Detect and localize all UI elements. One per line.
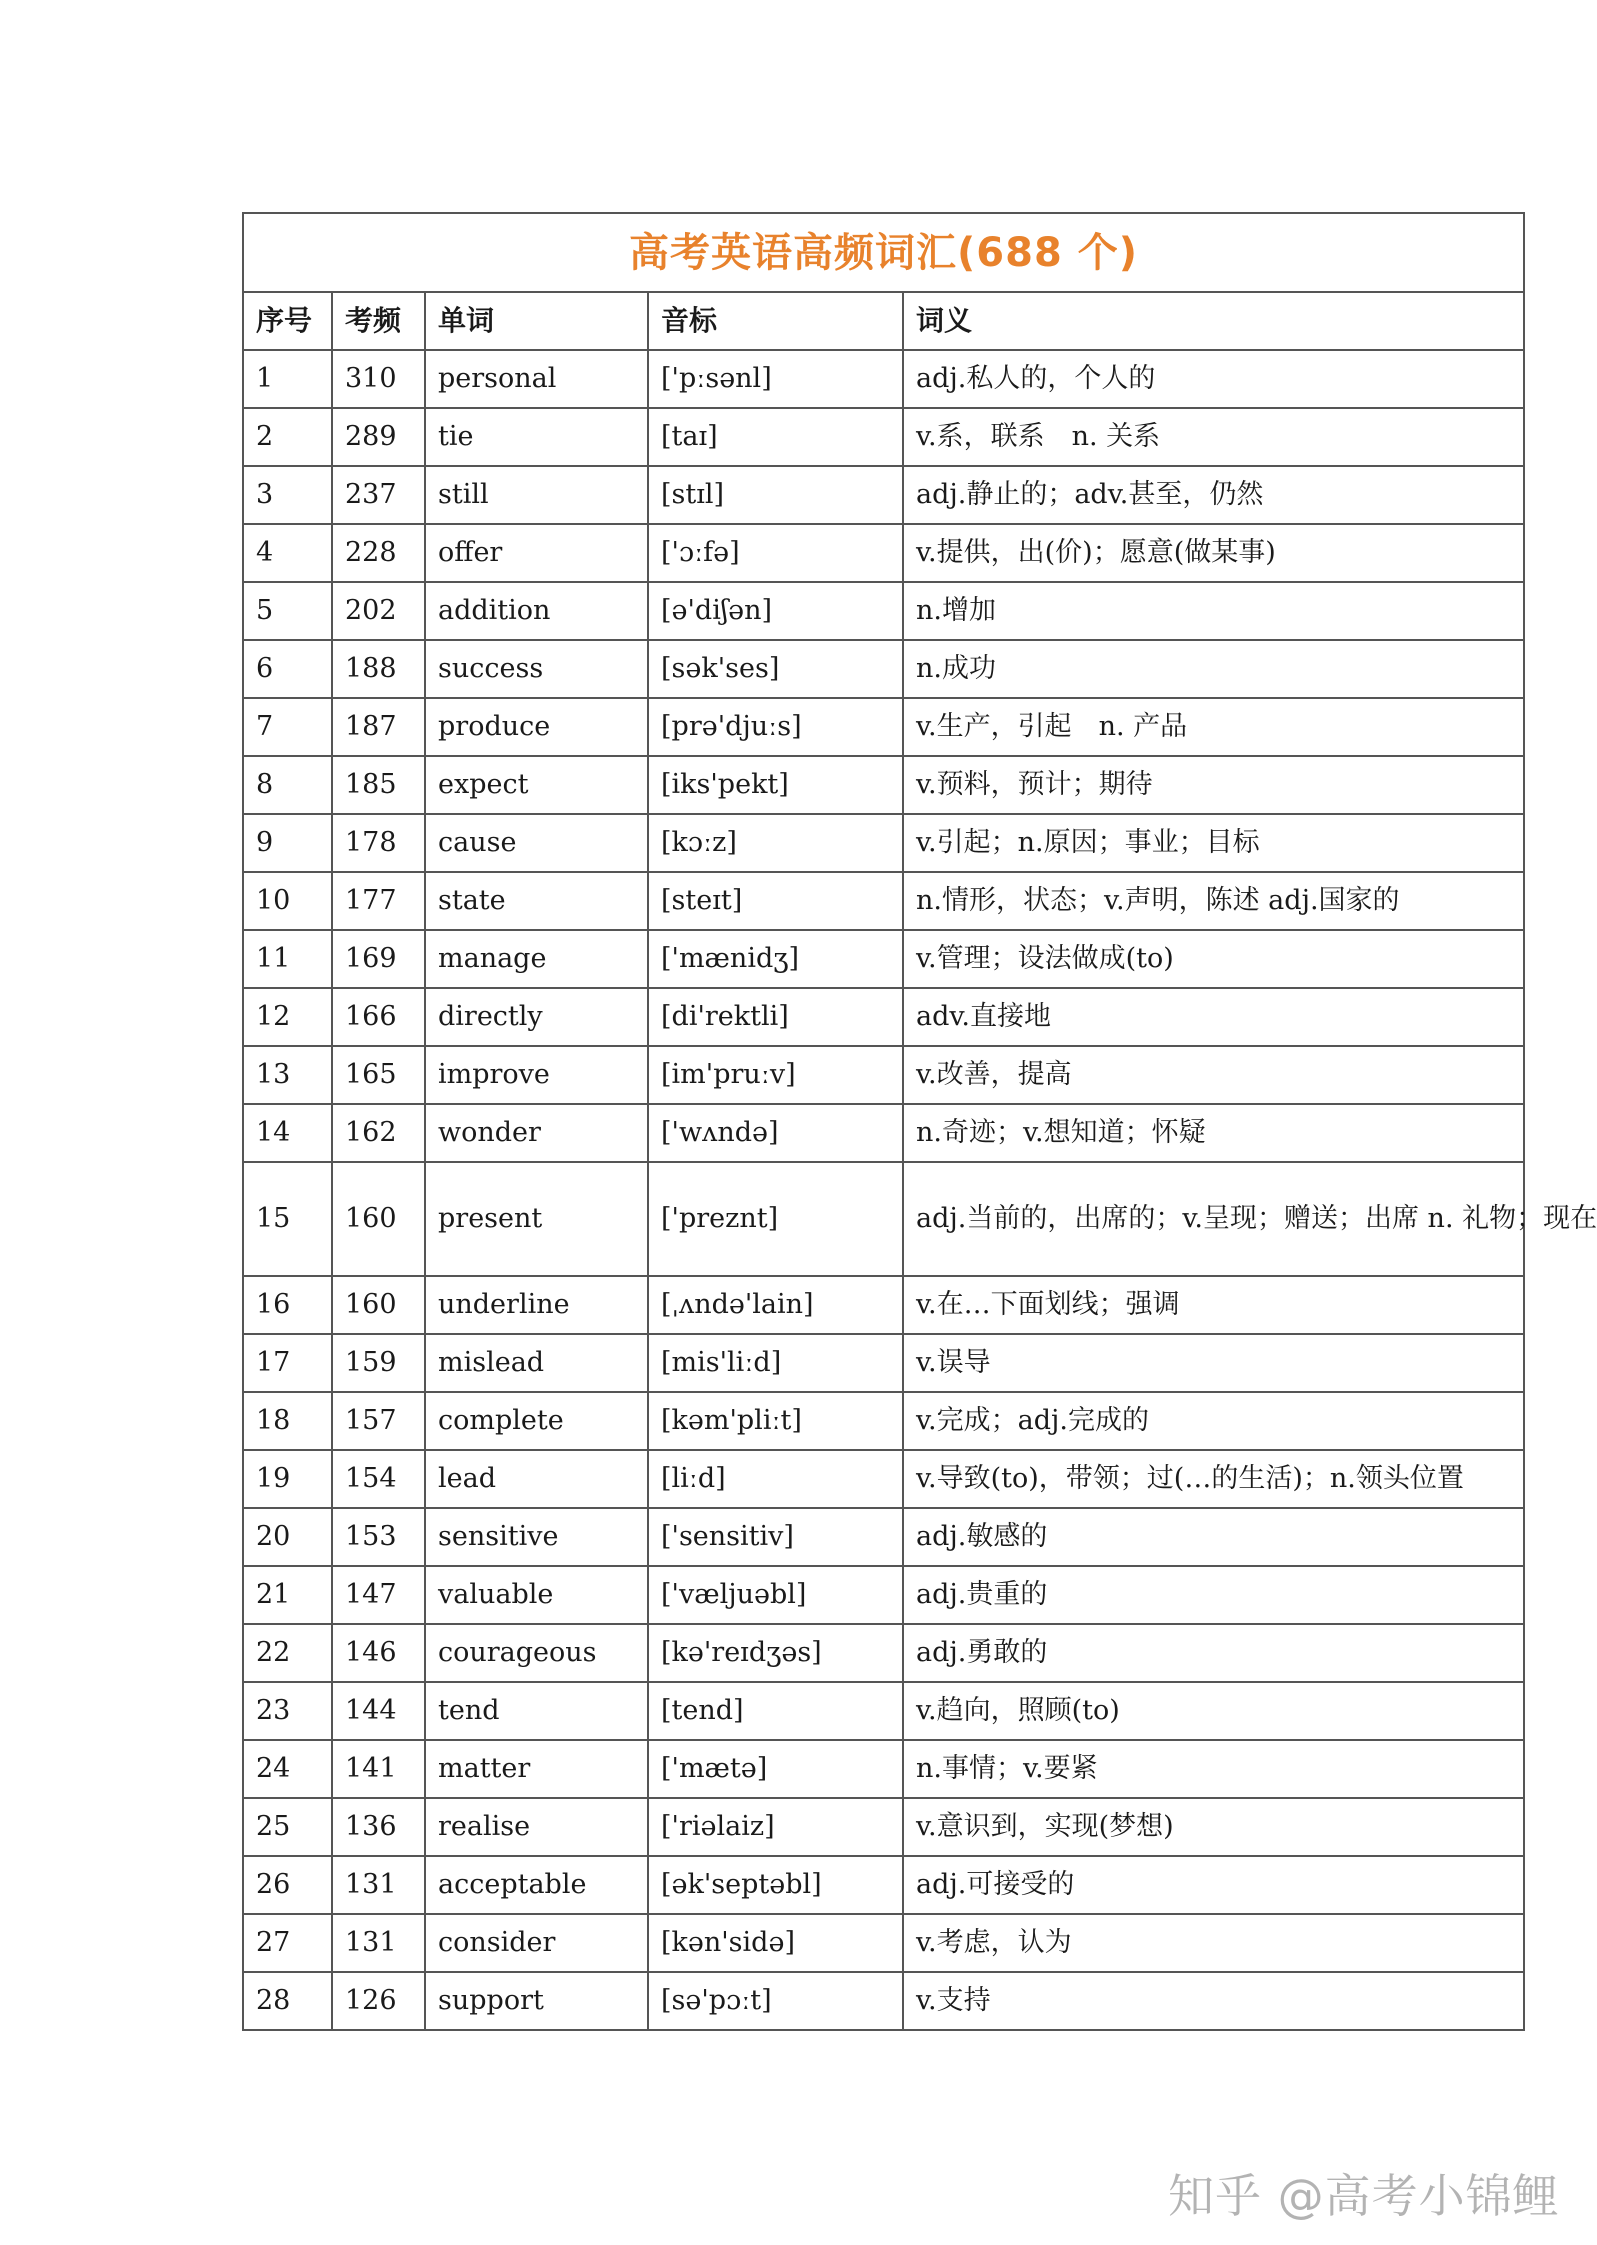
cell-phonetic: ['preznt] xyxy=(648,1162,903,1276)
table-row xyxy=(243,1334,1524,1392)
cell-word: still xyxy=(425,466,648,524)
table-row xyxy=(243,466,1524,524)
cell-definition: v.生产，引起 n. 产品 xyxy=(903,698,1524,756)
cell-definition: v.支持 xyxy=(903,1972,1524,2030)
cell-no: 5 xyxy=(243,582,332,640)
header-word: 单词 xyxy=(425,292,648,350)
cell-word: lead xyxy=(425,1450,648,1508)
cell-no: 10 xyxy=(243,872,332,930)
cell-word: produce xyxy=(425,698,648,756)
header-phonetic: 音标 xyxy=(648,292,903,350)
cell-frequency: 131 xyxy=(332,1856,425,1914)
cell-word: sensitive xyxy=(425,1508,648,1566)
header-definition: 词义 xyxy=(903,292,1524,350)
cell-no: 11 xyxy=(243,930,332,988)
cell-phonetic: [tend] xyxy=(648,1682,903,1740)
cell-frequency: 188 xyxy=(332,640,425,698)
table-row xyxy=(243,582,1524,640)
cell-no: 22 xyxy=(243,1624,332,1682)
cell-definition: v.预料，预计；期待 xyxy=(903,756,1524,814)
cell-word: state xyxy=(425,872,648,930)
cell-definition: v.引起；n.原因；事业；目标 xyxy=(903,814,1524,872)
cell-phonetic: ['wʌndə] xyxy=(648,1104,903,1162)
cell-word: cause xyxy=(425,814,648,872)
cell-word: tend xyxy=(425,1682,648,1740)
cell-word: courageous xyxy=(425,1624,648,1682)
cell-phonetic: [ə'diʃən] xyxy=(648,582,903,640)
cell-phonetic: [ək'septəbl] xyxy=(648,1856,903,1914)
cell-no: 20 xyxy=(243,1508,332,1566)
table-row xyxy=(243,1914,1524,1972)
vocabulary-table xyxy=(242,212,1597,2031)
cell-phonetic: [sə'pɔːt] xyxy=(648,1972,903,2030)
cell-phonetic: [mis'liːd] xyxy=(648,1334,903,1392)
table-row xyxy=(243,1046,1524,1104)
cell-definition: n.成功 xyxy=(903,640,1524,698)
cell-word: complete xyxy=(425,1392,648,1450)
table-row xyxy=(243,698,1524,756)
cell-phonetic: [stɪl] xyxy=(648,466,903,524)
cell-phonetic: [steɪt] xyxy=(648,872,903,930)
cell-phonetic: [kɔːz] xyxy=(648,814,903,872)
cell-no: 15 xyxy=(243,1162,332,1276)
cell-frequency: 154 xyxy=(332,1450,425,1508)
table-row xyxy=(243,1740,1524,1798)
cell-no: 23 xyxy=(243,1682,332,1740)
cell-no: 3 xyxy=(243,466,332,524)
cell-phonetic: [liːd] xyxy=(648,1450,903,1508)
cell-frequency: 178 xyxy=(332,814,425,872)
cell-word: expect xyxy=(425,756,648,814)
cell-phonetic: [kəm'pliːt] xyxy=(648,1392,903,1450)
cell-no: 4 xyxy=(243,524,332,582)
cell-phonetic: ['mætə] xyxy=(648,1740,903,1798)
cell-frequency: 228 xyxy=(332,524,425,582)
cell-definition: v.提供，出(价)；愿意(做某事) xyxy=(903,524,1524,582)
cell-word: directly xyxy=(425,988,648,1046)
table-row xyxy=(243,1682,1524,1740)
cell-no: 9 xyxy=(243,814,332,872)
cell-phonetic: [di'rektli] xyxy=(648,988,903,1046)
cell-frequency: 162 xyxy=(332,1104,425,1162)
cell-definition: n.事情；v.要紧 xyxy=(903,1740,1524,1798)
table-row xyxy=(243,814,1524,872)
cell-definition: v.系，联系 n. 关系 xyxy=(903,408,1524,466)
cell-word: valuable xyxy=(425,1566,648,1624)
cell-no: 19 xyxy=(243,1450,332,1508)
cell-definition: adj.敏感的 xyxy=(903,1508,1524,1566)
cell-phonetic: ['væljuəbl] xyxy=(648,1566,903,1624)
cell-frequency: 126 xyxy=(332,1972,425,2030)
cell-no: 26 xyxy=(243,1856,332,1914)
cell-definition: v.意识到，实现(梦想) xyxy=(903,1798,1524,1856)
table-row xyxy=(243,1162,1524,1276)
cell-word: underline xyxy=(425,1276,648,1334)
table-body xyxy=(243,350,1597,2030)
cell-word: tie xyxy=(425,408,648,466)
cell-word: offer xyxy=(425,524,648,582)
cell-frequency: 144 xyxy=(332,1682,425,1740)
table-row xyxy=(243,1450,1524,1508)
cell-word: addition xyxy=(425,582,648,640)
table-row xyxy=(243,1508,1524,1566)
cell-frequency: 289 xyxy=(332,408,425,466)
cell-phonetic: ['sensitiv] xyxy=(648,1508,903,1566)
watermark: 知乎 @高考小锦鲤 xyxy=(1168,2169,1560,2223)
table-row xyxy=(243,1856,1524,1914)
header-frequency: 考频 xyxy=(332,292,425,350)
cell-frequency: 166 xyxy=(332,988,425,1046)
cell-frequency: 185 xyxy=(332,756,425,814)
cell-no: 12 xyxy=(243,988,332,1046)
cell-word: wonder xyxy=(425,1104,648,1162)
cell-definition: adj.静止的；adv.甚至，仍然 xyxy=(903,466,1524,524)
cell-no: 16 xyxy=(243,1276,332,1334)
cell-frequency: 147 xyxy=(332,1566,425,1624)
cell-frequency: 153 xyxy=(332,1508,425,1566)
cell-word: success xyxy=(425,640,648,698)
cell-no: 2 xyxy=(243,408,332,466)
cell-phonetic: [prə'djuːs] xyxy=(648,698,903,756)
table-title: 高考英语高频词汇(688 个) xyxy=(243,213,1524,292)
cell-no: 24 xyxy=(243,1740,332,1798)
cell-frequency: 169 xyxy=(332,930,425,988)
cell-word: mislead xyxy=(425,1334,648,1392)
cell-no: 8 xyxy=(243,756,332,814)
cell-frequency: 202 xyxy=(332,582,425,640)
table-row xyxy=(243,756,1524,814)
cell-phonetic: [kən'sidə] xyxy=(648,1914,903,1972)
cell-frequency: 187 xyxy=(332,698,425,756)
cell-frequency: 131 xyxy=(332,1914,425,1972)
cell-definition: adv.直接地 xyxy=(903,988,1524,1046)
cell-definition: v.在…下面划线；强调 xyxy=(903,1276,1524,1334)
cell-frequency: 157 xyxy=(332,1392,425,1450)
cell-definition: v.完成；adj.完成的 xyxy=(903,1392,1524,1450)
cell-word: realise xyxy=(425,1798,648,1856)
cell-frequency: 141 xyxy=(332,1740,425,1798)
cell-frequency: 165 xyxy=(332,1046,425,1104)
cell-definition: adj.当前的，出席的；v.呈现；赠送；出席 n. 礼物；现在 xyxy=(903,1162,1524,1276)
cell-phonetic: ['mænidʒ] xyxy=(648,930,903,988)
cell-definition: v.改善，提高 xyxy=(903,1046,1524,1104)
cell-no: 27 xyxy=(243,1914,332,1972)
cell-word: personal xyxy=(425,350,648,408)
cell-word: manage xyxy=(425,930,648,988)
cell-frequency: 146 xyxy=(332,1624,425,1682)
table-row xyxy=(243,1798,1524,1856)
cell-frequency: 136 xyxy=(332,1798,425,1856)
table-row xyxy=(243,1972,1524,2030)
cell-no: 17 xyxy=(243,1334,332,1392)
cell-word: support xyxy=(425,1972,648,2030)
cell-no: 7 xyxy=(243,698,332,756)
header-row xyxy=(243,292,1524,350)
table-row xyxy=(243,1566,1524,1624)
cell-word: matter xyxy=(425,1740,648,1798)
cell-no: 1 xyxy=(243,350,332,408)
cell-definition: adj.私人的，个人的 xyxy=(903,350,1524,408)
table-row xyxy=(243,930,1524,988)
header-no: 序号 xyxy=(243,292,332,350)
cell-phonetic: [taɪ] xyxy=(648,408,903,466)
cell-no: 18 xyxy=(243,1392,332,1450)
cell-no: 6 xyxy=(243,640,332,698)
cell-frequency: 310 xyxy=(332,350,425,408)
cell-no: 14 xyxy=(243,1104,332,1162)
cell-phonetic: [ˌʌndə'lain] xyxy=(648,1276,903,1334)
cell-phonetic: [im'pruːv] xyxy=(648,1046,903,1104)
cell-frequency: 177 xyxy=(332,872,425,930)
cell-word: improve xyxy=(425,1046,648,1104)
cell-word: present xyxy=(425,1162,648,1276)
cell-word: acceptable xyxy=(425,1856,648,1914)
table-row xyxy=(243,1104,1524,1162)
cell-definition: adj.勇敢的 xyxy=(903,1624,1524,1682)
table-row xyxy=(243,408,1524,466)
table-row xyxy=(243,1624,1524,1682)
cell-frequency: 160 xyxy=(332,1276,425,1334)
cell-phonetic: ['pːsənl] xyxy=(648,350,903,408)
cell-definition: v.导致(to)，带领；过(…的生活)；n.领头位置 xyxy=(903,1450,1524,1508)
cell-word: consider xyxy=(425,1914,648,1972)
cell-definition: v.管理；设法做成(to) xyxy=(903,930,1524,988)
cell-phonetic: [iks'pekt] xyxy=(648,756,903,814)
cell-frequency: 159 xyxy=(332,1334,425,1392)
cell-definition: adj.贵重的 xyxy=(903,1566,1524,1624)
table-row xyxy=(243,350,1524,408)
cell-definition: n.情形，状态；v.声明，陈述 adj.国家的 xyxy=(903,872,1524,930)
cell-definition: v.误导 xyxy=(903,1334,1524,1392)
cell-phonetic: ['riəlaiz] xyxy=(648,1798,903,1856)
cell-phonetic: [kə'reɪdʒəs] xyxy=(648,1624,903,1682)
table-row xyxy=(243,1276,1524,1334)
cell-definition: v.考虑，认为 xyxy=(903,1914,1524,1972)
cell-definition: n.奇迹；v.想知道；怀疑 xyxy=(903,1104,1524,1162)
table-row xyxy=(243,872,1524,930)
cell-no: 28 xyxy=(243,1972,332,2030)
table-row xyxy=(243,988,1524,1046)
cell-no: 13 xyxy=(243,1046,332,1104)
table-row xyxy=(243,640,1524,698)
cell-definition: v.趋向，照顾(to) xyxy=(903,1682,1524,1740)
cell-phonetic: [sək'ses] xyxy=(648,640,903,698)
cell-frequency: 237 xyxy=(332,466,425,524)
cell-phonetic: ['ɔːfə] xyxy=(648,524,903,582)
cell-frequency: 160 xyxy=(332,1162,425,1276)
table-row xyxy=(243,1392,1524,1450)
table-row xyxy=(243,524,1524,582)
cell-no: 25 xyxy=(243,1798,332,1856)
cell-no: 21 xyxy=(243,1566,332,1624)
cell-definition: n.增加 xyxy=(903,582,1524,640)
cell-definition: adj.可接受的 xyxy=(903,1856,1524,1914)
